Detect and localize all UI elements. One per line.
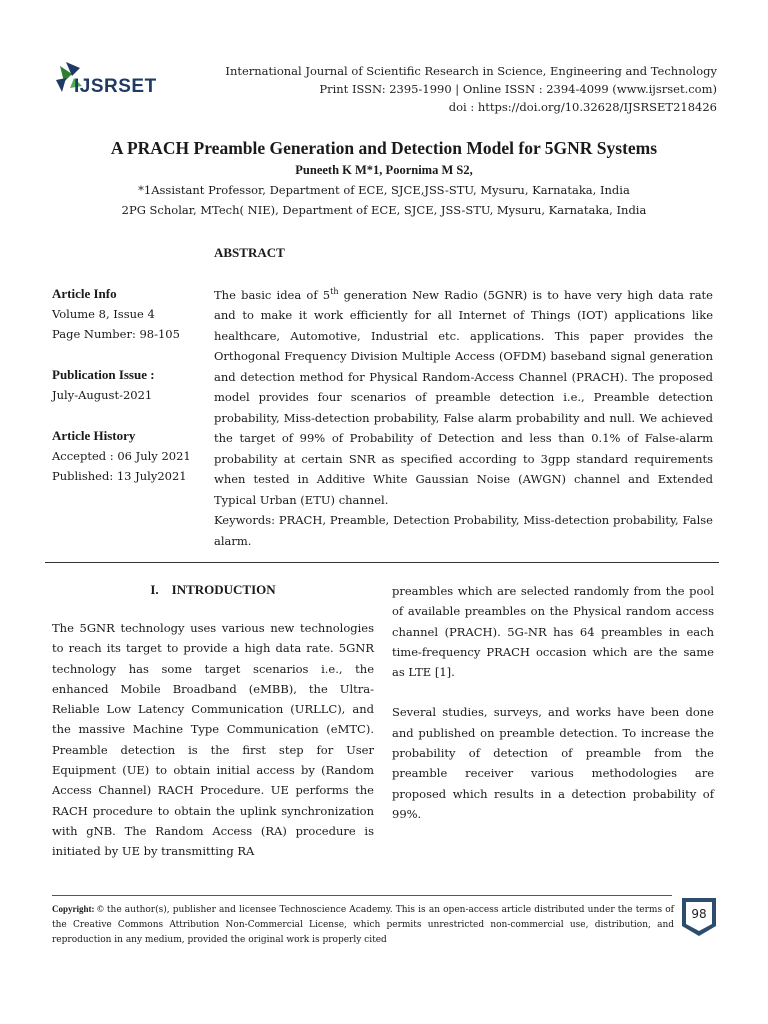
publication-issue: July-August-2021 <box>52 388 153 402</box>
accepted-date: Accepted : 06 July 2021 <box>52 449 191 463</box>
article-info <box>52 284 202 344</box>
footer-divider <box>52 895 672 896</box>
abstract-text: The basic idea of 5th generation New Radio (5GNR) is to have very high data rate and to make it work efficiently for all Internet of Things (IOT) applications like healthcare, Automotive, Industrial etc. applications. This paper provides the Orthogonal Frequency Division Multiple Access (OFDM) baseband signal generation and detection method for Physical Random-Access Channel (PRACH). The proposed model provides four scenarios of preamble detection i.e., Preamble detection probability, Miss-detection probability, False alarm probability and null. We achieved the target of 99% of Probability of Detection and less than 0.1% of False-alarm probability at certain SNR as specified according to 3gpp standard requirements when tested in Additive White Gaussian Noise (AWGN) channel and Extended Typical Urban (ETU) channel. <box>214 287 713 507</box>
article-info-heading: Article Info <box>52 286 117 301</box>
article-history <box>52 426 202 486</box>
journal-name: International Journal of Scientific Research in Science, Engineering and Technology <box>225 64 717 78</box>
copyright-notice <box>52 902 674 948</box>
intro-paragraph-3: Several studies, surveys, and works have been done and published on preamble detection. To increase the probability of detection of preamble from the preamble receiver various methodologies are proposed which results in a detection probability of 99%. <box>392 705 714 821</box>
publication-heading: Publication Issue : <box>52 367 155 382</box>
history-heading: Article History <box>52 428 136 443</box>
affiliation-2: 2PG Scholar, MTech( NIE), Department of ECE, SJCE, JSS-STU, Mysuru, Karnataka, India <box>121 203 647 217</box>
copyright-text: the author(s), publisher and licensee Technoscience Academy. This is an open-access article distributed under the terms of the Creative Commons Attribution Non-Commercial License, which permits unrestricted non-commercial use, distribution, and reproduction in any medium, provided the original work is properly cited <box>52 905 674 945</box>
doi-line[interactable]: doi : https://doi.org/10.32628/IJSRSET218426 <box>448 100 717 114</box>
introduction-heading: I. INTRODUCTION <box>150 582 276 597</box>
journal-header <box>225 62 717 116</box>
publication-info <box>52 365 202 405</box>
intro-column-left <box>52 618 374 862</box>
abstract-heading: ABSTRACT <box>214 245 285 260</box>
intro-paragraph-1: The 5GNR technology uses various new technologies to reach its target to provide a high data rate. 5GNR technology has some target scenarios i.e., the enhanced Mobile Broadband (eMBB), the Ultra-Reliable Low Latency Communication (URLLC), and the massive Machine Type Communication (eMTC). Preamble detection is the first step for User Equipment (UE) to obtain initial access by (Random Access Channel) RACH Procedure. UE performs the RACH procedure to obtain the uplink synchronization with gNB. The Random Access (RA) procedure is initiated by UE by transmitting RA <box>52 621 374 859</box>
intro-column-right <box>392 581 714 824</box>
abstract-body <box>214 282 713 551</box>
paper-title: A PRACH Preamble Generation and Detection Model for 5GNR Systems <box>110 138 658 158</box>
section-divider <box>45 562 719 563</box>
volume: Volume 8, Issue 4 <box>52 307 155 321</box>
affiliation-1: *1Assistant Professor, Department of ECE, SJCE,JSS-STU, Mysuru, Karnataka, India <box>138 183 630 197</box>
page-number: 98 <box>691 907 707 921</box>
keywords: Keywords: PRACH, Preamble, Detection Probability, Miss-detection probability, False alarm. <box>214 513 713 548</box>
copyright-label: Copyright: © <box>52 904 104 914</box>
published-date: Published: 13 July2021 <box>52 469 187 483</box>
page-numbers: Page Number: 98-105 <box>52 327 180 341</box>
page-number-badge <box>680 896 718 938</box>
logo-text: IJSRSET <box>74 76 157 97</box>
paper-authors: Puneeth K M*1, Poornima M S2, <box>295 163 473 177</box>
intro-paragraph-2: preambles which are selected randomly from the pool of available preambles on the Physical random access channel (PRACH). 5G-NR has 64 preambles in each time-frequency PRACH occasion which are the same as LTE [1]. <box>392 584 714 680</box>
journal-logo <box>52 60 172 100</box>
issn-line: Print ISSN: 2395-1990 | Online ISSN : 2394-4099 (www.ijsrset.com) <box>319 82 717 96</box>
